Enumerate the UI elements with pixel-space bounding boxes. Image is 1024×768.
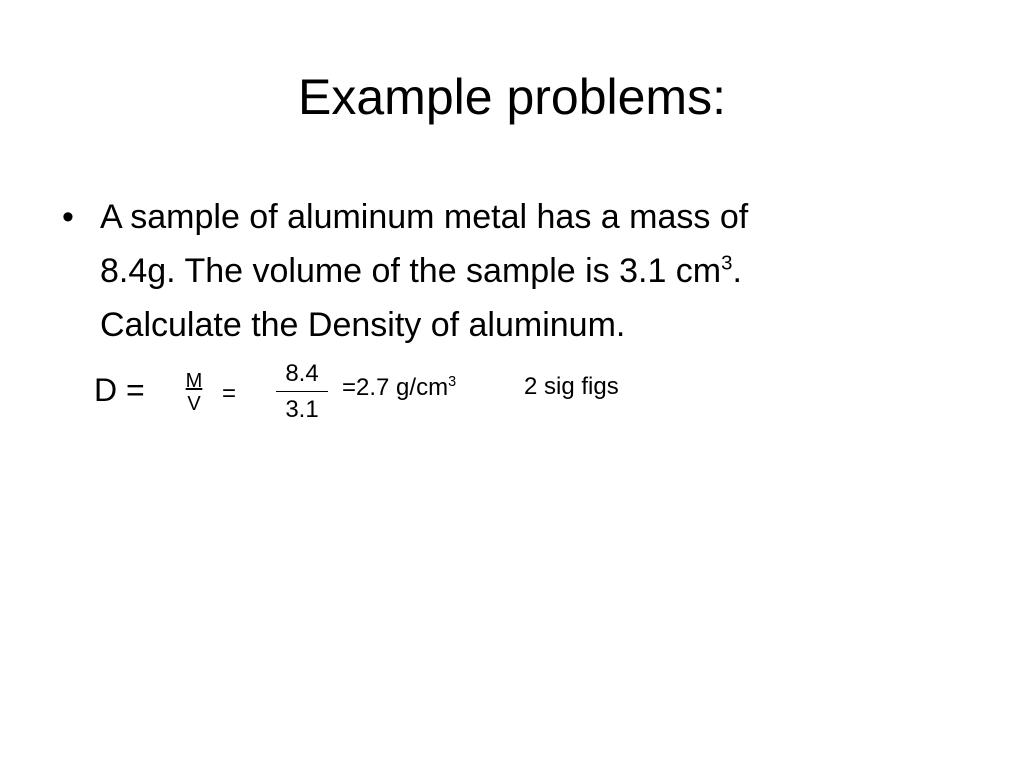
fraction-denominator-v: V — [187, 393, 201, 415]
bullet-line-1: A sample of aluminum metal has a mass of — [100, 198, 749, 236]
density-result-text: =2.7 g/cm — [342, 374, 449, 401]
fraction-numerator-m: M — [185, 370, 203, 392]
mass-over-volume-fraction — [179, 370, 209, 416]
fraction-numerator-mass: 8.4 — [276, 359, 328, 392]
equals-sign: = — [222, 380, 237, 407]
slide-title: Example problems: — [298, 69, 726, 125]
fraction-denominator-volume: 3.1 — [285, 396, 319, 423]
density-label: D = — [94, 372, 145, 408]
result-superscript: 3 — [448, 374, 457, 390]
sig-figs-note: 2 sig figs — [524, 373, 619, 400]
bullet-line-3: Calculate the Density of aluminum. — [100, 306, 626, 344]
bullet-marker: • — [62, 198, 74, 236]
bullet-line-2-text: 8.4g. The volume of the sample is 3.1 cm — [100, 252, 722, 290]
bullet-line-2-period: . — [732, 252, 742, 290]
cubic-superscript: 3 — [721, 252, 733, 275]
numeric-fraction — [276, 359, 328, 428]
density-result — [342, 373, 456, 403]
